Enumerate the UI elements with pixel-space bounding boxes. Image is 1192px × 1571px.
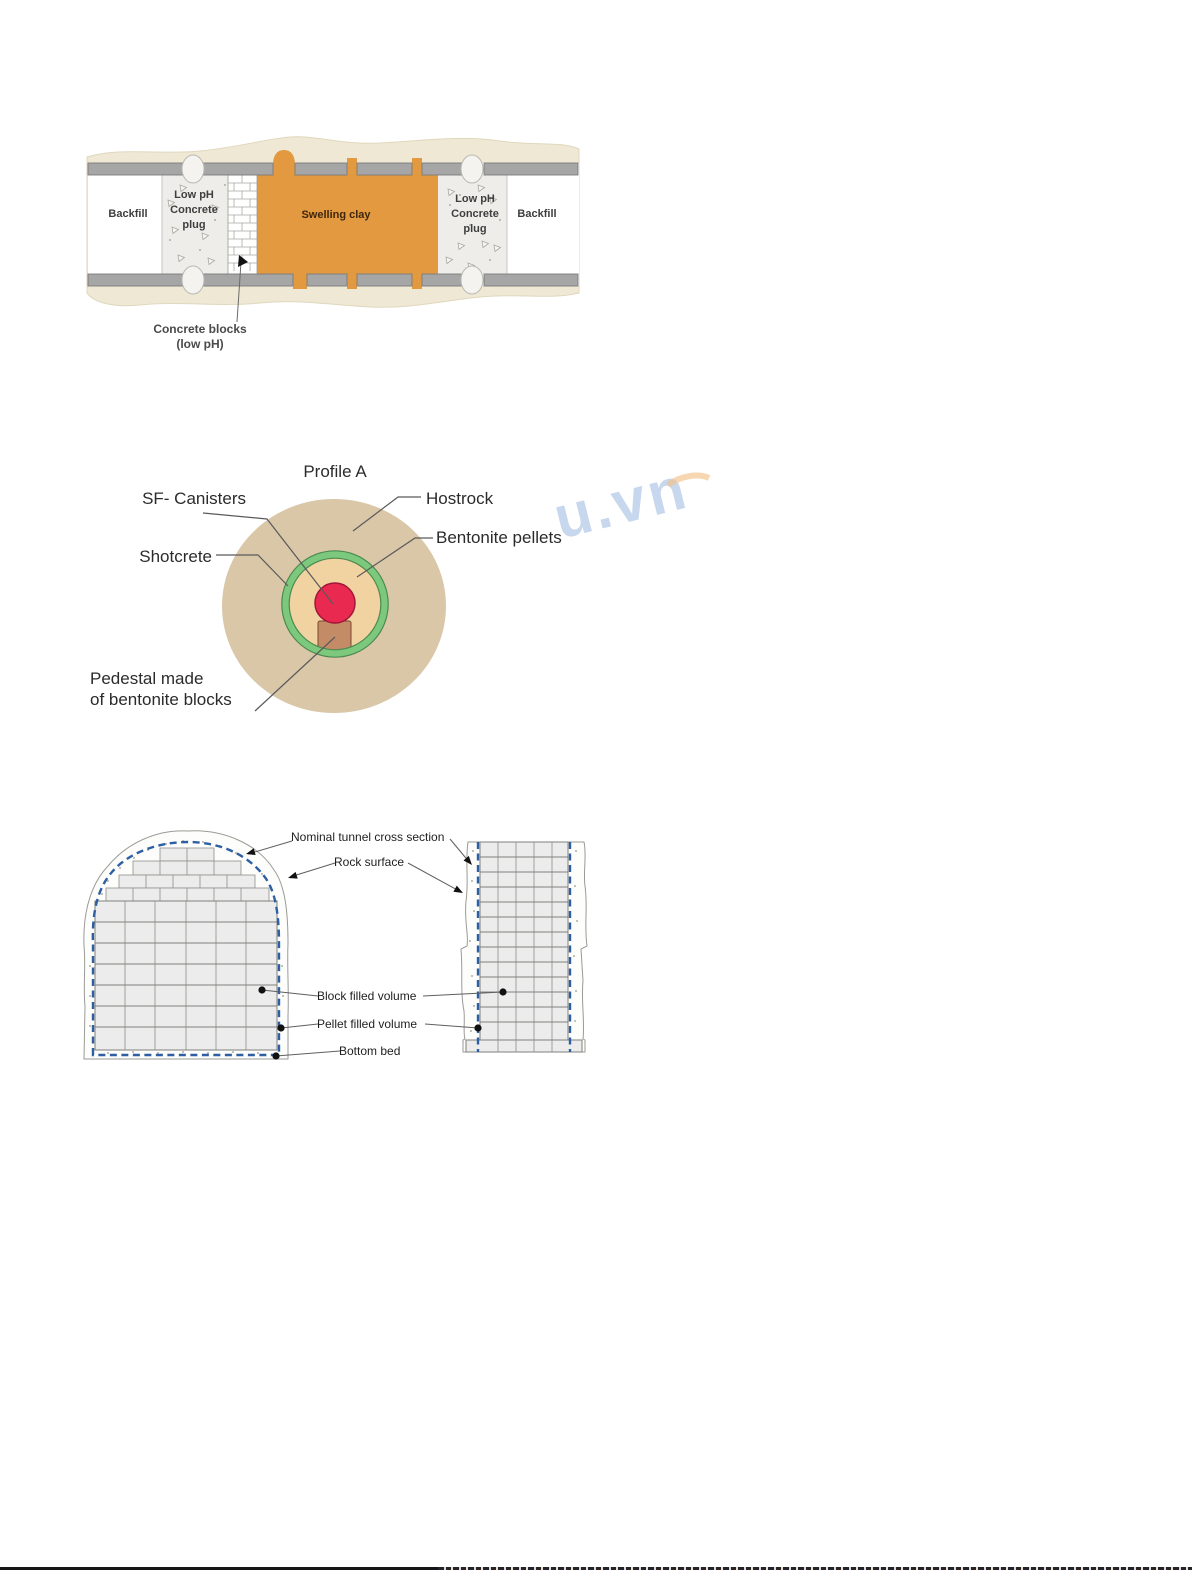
- hostrock-label: Hostrock: [426, 489, 494, 508]
- pellet-filled-label: Pellet filled volume: [317, 1017, 418, 1031]
- low-ph-plug-label-right: Low pH Concrete plug: [451, 193, 499, 235]
- watermark: u.vn: [547, 453, 695, 552]
- watermark-swoosh: [668, 476, 709, 485]
- shotcrete-label: Shotcrete: [139, 547, 212, 566]
- concrete-blocks-caption: Concrete blocks (low pH): [153, 322, 247, 351]
- bottom-bed-label: Bottom bed: [339, 1044, 401, 1058]
- bentonite-pellets-label: Bentonite pellets: [436, 528, 562, 547]
- nominal-tunnel-label: Nominal tunnel cross section: [291, 830, 445, 844]
- page-bottom-rule-dashed: [438, 1567, 1192, 1570]
- sf-canisters-label: SF- Canisters: [142, 489, 246, 508]
- backfill-label-left: Backfill: [108, 208, 148, 220]
- backfill-label-right: Backfill: [517, 208, 557, 220]
- rock-surface-label: Rock surface: [334, 855, 405, 869]
- page-bottom-rule-solid: [0, 1567, 438, 1570]
- swelling-clay-label: Swelling clay: [301, 209, 371, 221]
- block-grid-right: [466, 842, 582, 1052]
- block-grid-left: [95, 901, 277, 1050]
- block-filled-label: Block filled volume: [317, 989, 417, 1003]
- low-ph-plug-label-left: Low pH Concrete plug: [170, 189, 218, 231]
- profile-a-title: Profile A: [303, 462, 367, 481]
- pedestal-label: Pedestal made of bentonite blocks: [90, 669, 232, 709]
